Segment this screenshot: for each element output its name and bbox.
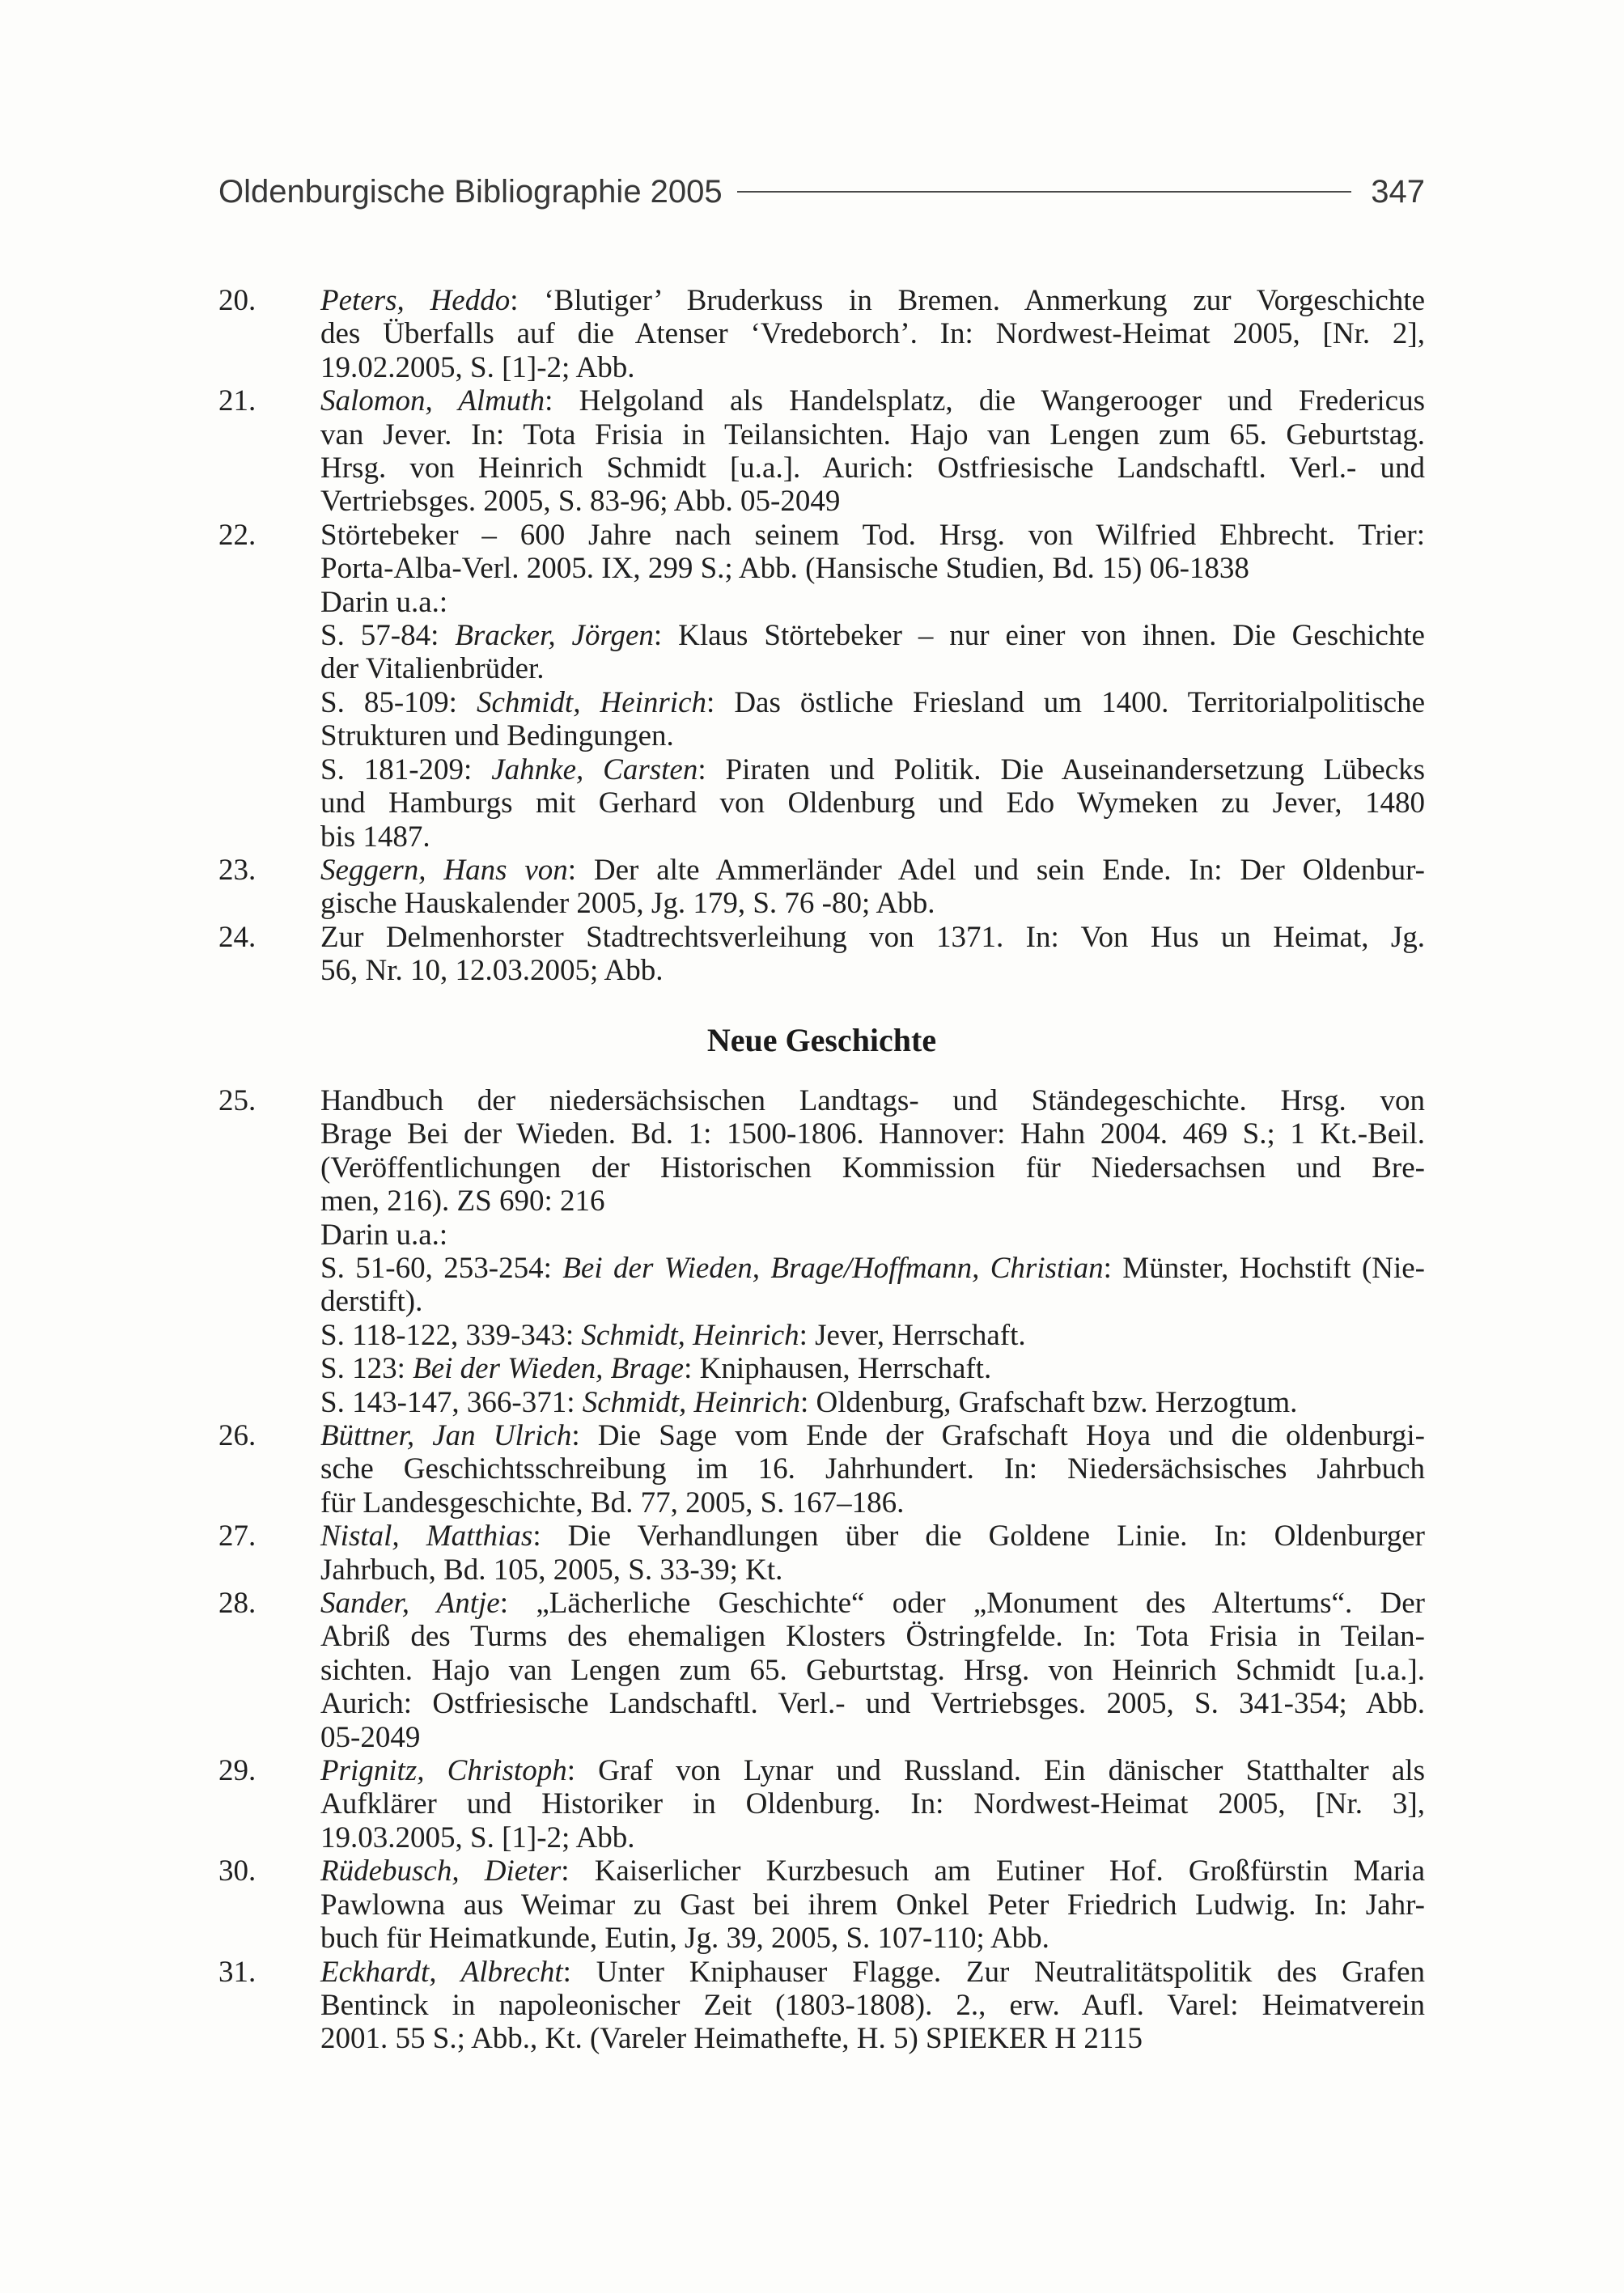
citation-text: Strukturen und Bedingungen. [320,719,674,753]
entry-paragraph [320,1754,1425,1854]
entry-line [320,1185,1425,1218]
author-name: Büttner, Jan Ulrich [320,1419,572,1452]
entry-line [320,1252,1425,1285]
citation-text: Störtebeker – 600 Jahre nach seinem Tod. Hrsg. von Wilfried Ehbrecht. Trier: [320,518,1425,552]
entry-number: 20. [218,284,257,317]
entry-paragraph [320,1519,1425,1587]
citation-text: Jahrbuch, Bd. 105, 2005, S. 33-39; Kt. [320,1553,783,1587]
entry-line [320,887,1425,920]
entry-paragraph [320,384,1425,519]
entry-paragraph [320,1854,1425,1955]
citation-text: : Piraten und Politik. Die Auseinandersetzung Lübecks [698,752,1425,786]
citation-text: van Jever. In: Tota Frisia in Teilansichten. Hajo van Lengen zum 65. Geburtstag. [320,417,1425,451]
entry-line [320,921,1425,954]
citation-text: Bentinck in napoleonischer Zeit (1803-1808). 2., erw. Aufl. Varel: Heimatverein [320,1988,1425,2022]
citation-text: buch für Heimatkunde, Eutin, Jg. 39, 2005, S. 107-110; Abb. [320,1922,1049,1956]
entry-paragraph [320,1319,1425,1352]
entry-line [320,418,1425,451]
author-name: Seggern, Hans von [320,853,568,887]
bibliography-body [218,284,1425,2056]
entry-line [320,854,1425,887]
entry-line [320,1956,1425,1989]
entry-paragraph [320,1419,1425,1519]
citation-text: der Vitalienbrüder. [320,652,545,686]
entry-line [320,552,1425,585]
citation-text: S. 143-147, 366-371: [320,1385,583,1419]
author-name: Nistal, Matthias [320,1519,533,1553]
citation-text: Brage Bei der Wieden. Bd. 1: 1500-1806. Hannover: Hahn 2004. 469 S.; 1 Kt.-Beil. [320,1117,1425,1151]
bibliography-entry [218,1587,1425,1754]
entry-line [320,451,1425,485]
entry-line [320,1821,1425,1854]
entry-line [320,719,1425,752]
entry-line [320,351,1425,384]
author-name: Rüdebusch, Dieter [320,1854,562,1888]
entry-paragraph [320,586,1425,619]
citation-text: : Die Sage vom Ende der Grafschaft Hoya und die oldenburgi- [571,1419,1426,1452]
bibliography-entry [218,384,1425,519]
entry-paragraph [320,284,1425,384]
entry-text [320,1854,1425,1955]
citation-text: : Münster, Hochstift (Nie- [1103,1251,1426,1285]
citation-text: : „Lächerliche Geschichte“ oder „Monument des Altertums“. Der [499,1587,1426,1621]
entry-line [320,786,1425,820]
entry-text [320,284,1425,384]
author-name: Schmidt, Heinrich [477,685,707,719]
entry-line [320,1452,1425,1486]
citation-text: und Hamburgs mit Gerhard von Oldenburg und Edo Wymeken zu Jever, 1480 [320,786,1425,820]
citation-text: 05-2049 [320,1720,421,1754]
citation-text: S. 51-60, 253-254: [320,1251,563,1285]
entry-number: 27. [218,1519,257,1553]
citation-text: : Unter Kniphauser Flagge. Zur Neutralitätspolitik des Grafen [562,1955,1425,1989]
running-title: Oldenburgische Bibliographie 2005 [218,173,723,210]
section-heading: Neue Geschichte [706,1021,937,1058]
entry-text [320,854,1425,921]
entry-line [320,1352,1425,1385]
entry-paragraph [320,921,1425,988]
citation-text: Handbuch der niedersächsischen Landtags- und Ständegeschichte. Hrsg. von [320,1083,1425,1117]
entry-number: 31. [218,1955,257,1989]
entry-line [320,1419,1425,1452]
author-name: Schmidt, Heinrich [582,1385,800,1419]
entry-paragraph [320,753,1425,854]
citation-text: : Kaiserlicher Kurzbesuch am Eutiner Hof. Großfürstin Maria [561,1854,1425,1888]
entry-line [320,1888,1425,1922]
citation-text: : Der alte Ammerländer Adel und sein Ende. In: Der Oldenbur- [567,853,1425,887]
entry-text [320,921,1425,988]
citation-text: : Klaus Störtebeker – nur einer von ihnen. Die Geschichte [653,619,1425,653]
citation-text: : Kniphausen, Herrschaft. [684,1352,992,1386]
citation-text: Darin u.a.: [320,1218,448,1252]
citation-text: S. 123: [320,1352,413,1386]
entry-text [320,1419,1425,1519]
author-name: Eckhardt, Albrecht [320,1955,563,1989]
page-number: 347 [1371,173,1425,210]
author-name: Salomon, Almuth [320,384,545,418]
citation-text: S. 118-122, 339-343: [320,1318,582,1352]
citation-text: : Die Verhandlungen über die Goldene Linie. In: Oldenburger [532,1519,1425,1553]
author-name: Jahnke, Carsten [491,752,698,786]
citation-text: sche Geschichtsschreibung im 16. Jahrhundert. In: Niedersächsisches Jahrbuch [320,1452,1425,1486]
entry-line [320,1519,1425,1553]
entry-line [320,753,1425,786]
bibliography-entry [218,284,1425,384]
author-name: Schmidt, Heinrich [581,1318,799,1352]
entry-number: 24. [218,920,257,954]
entry-paragraph [320,1587,1425,1754]
header-rule [737,191,1352,193]
entry-line [320,1553,1425,1587]
citation-text: gische Hauskalender 2005, Jg. 179, S. 76 -80; Abb. [320,887,935,921]
entry-line [320,1721,1425,1754]
entry-line [320,619,1425,652]
entry-text [320,1754,1425,1854]
entry-number: 25. [218,1083,257,1117]
citation-text: 56, Nr. 10, 12.03.2005; Abb. [320,954,664,988]
citation-text: sichten. Hajo van Lengen zum 65. Geburtstag. Hrsg. von Heinrich Schmidt [u.a.]. [320,1653,1425,1687]
entry-line [320,519,1425,552]
entry-line [320,1486,1425,1519]
entry-line [320,1620,1425,1653]
entry-line [320,1319,1425,1352]
author-name: Bei der Wieden, Brage [413,1352,685,1386]
entry-line [320,586,1425,619]
entry-line [320,1386,1425,1419]
entry-paragraph [320,619,1425,686]
entry-paragraph [320,686,1425,753]
citation-text: 2001. 55 S.; Abb., Kt. (Vareler Heimathefte, H. 5) SPIEKER H 2115 [320,2022,1143,2056]
entry-line [320,317,1425,350]
entry-number: 30. [218,1854,257,1888]
citation-text: (Veröffentlichungen der Historischen Kommission für Niedersachsen und Bre- [320,1151,1425,1185]
entry-line [320,1854,1425,1888]
citation-text: des Überfalls auf die Atenser ‘Vredeborch’. In: Nordwest-Heimat 2005, [Nr. 2], [320,317,1425,351]
entry-line [320,1219,1425,1252]
entry-paragraph [320,1252,1425,1319]
entry-paragraph [320,1386,1425,1419]
citation-text: Abriß des Turms des ehemaligen Klosters Östringfelde. In: Tota Frisia in Teilan- [320,1620,1425,1654]
running-header [218,172,1425,212]
bibliography-entry [218,1956,1425,2056]
citation-text: : Das östliche Friesland um 1400. Territorialpolitische [706,685,1425,719]
entry-number: 21. [218,384,257,418]
citation-text: Zur Delmenhorster Stadtrechtsverleihung von 1371. In: Von Hus un Heimat, Jg. [320,920,1425,954]
entry-paragraph [320,1352,1425,1385]
citation-text: derstift). [320,1285,423,1319]
author-name: Peters, Heddo [320,284,511,317]
citation-text: : Jever, Herrschaft. [799,1318,1026,1352]
author-name: Bracker, Jörgen [455,619,654,653]
entry-text [320,1956,1425,2056]
citation-text: bis 1487. [320,820,430,854]
entry-paragraph [320,1219,1425,1252]
entry-line [320,1687,1425,1720]
citation-text: : ‘Blutiger’ Bruderkuss in Bremen. Anmerkung zur Vorgeschichte [510,284,1425,317]
citation-text: men, 216). ZS 690: 216 [320,1185,605,1219]
citation-text: Pawlowna aus Weimar zu Gast bei ihrem Onkel Peter Friedrich Ludwig. In: Jahr- [320,1888,1425,1922]
bibliography-entry [218,519,1425,854]
citation-text: S. 57-84: [320,619,456,653]
entry-line [320,485,1425,518]
entry-number: 28. [218,1587,257,1621]
citation-text: Darin u.a.: [320,585,448,619]
bibliography-entry [218,1084,1425,1419]
entry-text [320,1519,1425,1587]
entry-number: 29. [218,1754,257,1788]
author-name: Sander, Antje [320,1587,500,1621]
citation-text: 19.02.2005, S. [1]-2; Abb. [320,350,635,384]
entry-line [320,1989,1425,2022]
bibliography-entry [218,1854,1425,1955]
entry-line [320,1922,1425,1955]
bibliography-entry [218,1419,1425,1519]
entry-line [320,1754,1425,1787]
citation-text: : Oldenburg, Grafschaft bzw. Herzogtum. [799,1385,1298,1419]
citation-text: Porta-Alba-Verl. 2005. IX, 299 S.; Abb. (Hansische Studien, Bd. 15) 06-1838 [320,552,1249,586]
citation-text: : Graf von Lynar und Russland. Ein dänischer Statthalter als [566,1754,1425,1788]
entry-number: 23. [218,853,257,887]
entry-line [320,1151,1425,1185]
entry-line [320,2022,1425,2055]
entry-number: 26. [218,1419,257,1452]
entry-line [320,384,1425,417]
entry-text [320,1084,1425,1419]
citation-text: Hrsg. von Heinrich Schmidt [u.a.]. Aurich: Ostfriesische Landschaftl. Verl.- und [320,451,1425,485]
entry-text [320,1587,1425,1754]
entry-number: 22. [218,518,257,552]
entry-text [320,384,1425,519]
bibliography-entry [218,1519,1425,1587]
citation-text: Aufklärer und Historiker in Oldenburg. In: Nordwest-Heimat 2005, [Nr. 3], [320,1787,1425,1821]
entry-line [320,1117,1425,1151]
citation-text: : Helgoland als Handelsplatz, die Wangerooger und Fredericus [545,384,1425,418]
entry-paragraph [320,519,1425,586]
citation-text: 19.03.2005, S. [1]-2; Abb. [320,1820,635,1854]
entry-paragraph [320,1084,1425,1219]
entry-line [320,1084,1425,1117]
bibliography-entry [218,921,1425,988]
entry-line [320,820,1425,854]
bibliography-entry [218,1754,1425,1854]
citation-text: Aurich: Ostfriesische Landschaftl. Verl.- und Vertriebsges. 2005, S. 341-354; Abb. [320,1687,1425,1721]
author-name: Bei der Wieden, Brage/Hoffmann, Christian [562,1251,1104,1285]
citation-text: S. 85-109: [320,685,477,719]
entry-line [320,1285,1425,1318]
entry-line [320,1787,1425,1820]
citation-text: für Landesgeschichte, Bd. 77, 2005, S. 167–186. [320,1486,905,1519]
entry-line [320,1654,1425,1687]
entry-line [320,284,1425,317]
entry-line [320,652,1425,685]
entry-paragraph [320,1956,1425,2056]
entry-line [320,686,1425,719]
bibliography-entry [218,854,1425,921]
entry-line [320,954,1425,987]
author-name: Prignitz, Christoph [320,1754,567,1788]
citation-text: S. 181-209: [320,752,492,786]
citation-text: Vertriebsges. 2005, S. 83-96; Abb. 05-2049 [320,485,841,519]
entry-paragraph [320,854,1425,921]
entry-text [320,519,1425,854]
entry-line [320,1587,1425,1620]
